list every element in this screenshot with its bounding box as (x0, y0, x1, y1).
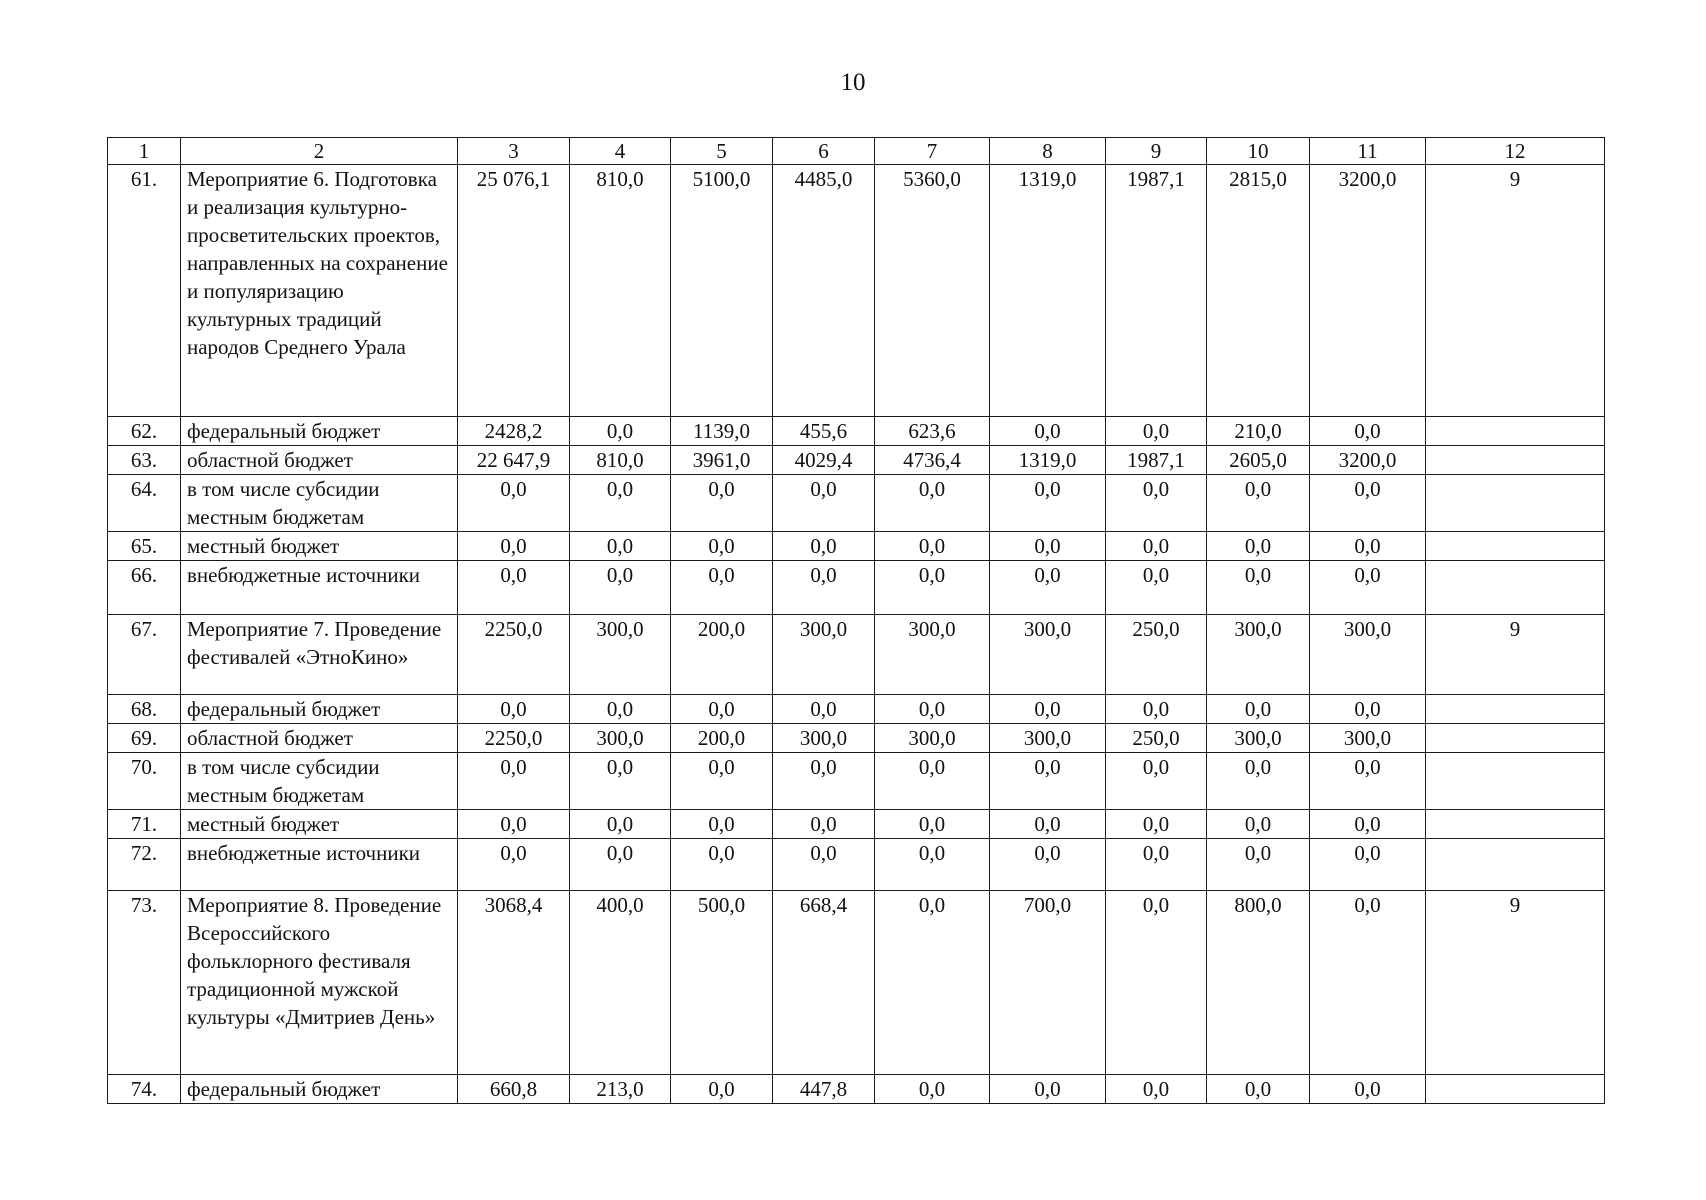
value-cell: 0,0 (773, 810, 875, 839)
value-cell: 0,0 (570, 753, 671, 810)
value-cell: 0,0 (1207, 810, 1310, 839)
value-cell: 0,0 (1106, 561, 1207, 615)
value-cell: 0,0 (1207, 695, 1310, 724)
indicator-cell: 9 (1426, 615, 1605, 695)
column-header-row (108, 138, 1605, 165)
value-cell: 0,0 (773, 561, 875, 615)
value-cell: 0,0 (875, 1075, 990, 1104)
value-cell: 0,0 (990, 695, 1106, 724)
value-cell: 800,0 (1207, 891, 1310, 1075)
row-name: Мероприятие 8. Проведение Всероссийского фольклорного фестиваля традиционной мужской культуры «Дмитриев День» (181, 891, 458, 1075)
budget-table (107, 137, 1605, 1104)
table-row (108, 446, 1605, 475)
value-cell: 250,0 (1106, 724, 1207, 753)
value-cell: 0,0 (875, 753, 990, 810)
table-row (108, 1075, 1605, 1104)
value-cell: 623,6 (875, 417, 990, 446)
value-cell: 0,0 (875, 532, 990, 561)
value-cell: 2428,2 (458, 417, 570, 446)
value-cell: 0,0 (875, 695, 990, 724)
row-number: 69. (108, 724, 181, 753)
value-cell: 668,4 (773, 891, 875, 1075)
value-cell: 0,0 (773, 475, 875, 532)
row-name: местный бюджет (181, 532, 458, 561)
row-number: 73. (108, 891, 181, 1075)
value-cell: 0,0 (1207, 839, 1310, 891)
value-cell: 300,0 (1207, 615, 1310, 695)
value-cell: 300,0 (773, 724, 875, 753)
value-cell: 700,0 (990, 891, 1106, 1075)
value-cell: 0,0 (458, 810, 570, 839)
column-header: 12 (1426, 138, 1605, 165)
value-cell: 0,0 (1106, 695, 1207, 724)
value-cell: 0,0 (990, 810, 1106, 839)
value-cell: 0,0 (458, 561, 570, 615)
row-number: 61. (108, 165, 181, 417)
value-cell: 0,0 (1310, 753, 1426, 810)
row-name: внебюджетные источники (181, 839, 458, 891)
table-row (108, 891, 1605, 1075)
value-cell: 200,0 (671, 615, 773, 695)
page-number: 10 (840, 69, 866, 96)
value-cell: 810,0 (570, 446, 671, 475)
value-cell: 210,0 (1207, 417, 1310, 446)
value-cell: 0,0 (570, 810, 671, 839)
indicator-cell (1426, 1075, 1605, 1104)
value-cell: 300,0 (570, 615, 671, 695)
value-cell: 5100,0 (671, 165, 773, 417)
row-number: 68. (108, 695, 181, 724)
value-cell: 0,0 (875, 891, 990, 1075)
value-cell: 2250,0 (458, 615, 570, 695)
value-cell: 0,0 (570, 561, 671, 615)
column-header: 4 (570, 138, 671, 165)
indicator-cell (1426, 810, 1605, 839)
table-row (108, 475, 1605, 532)
value-cell: 0,0 (671, 810, 773, 839)
value-cell: 1139,0 (671, 417, 773, 446)
value-cell: 0,0 (1310, 417, 1426, 446)
value-cell: 400,0 (570, 891, 671, 1075)
value-cell: 0,0 (458, 839, 570, 891)
value-cell: 300,0 (990, 724, 1106, 753)
value-cell: 0,0 (990, 532, 1106, 561)
indicator-cell (1426, 532, 1605, 561)
column-header: 6 (773, 138, 875, 165)
table-row (108, 810, 1605, 839)
value-cell: 0,0 (990, 561, 1106, 615)
value-cell: 300,0 (875, 724, 990, 753)
value-cell: 500,0 (671, 891, 773, 1075)
table-row (108, 165, 1605, 417)
value-cell: 0,0 (671, 839, 773, 891)
value-cell: 0,0 (1106, 532, 1207, 561)
value-cell: 2815,0 (1207, 165, 1310, 417)
value-cell: 200,0 (671, 724, 773, 753)
value-cell: 0,0 (570, 839, 671, 891)
value-cell: 0,0 (990, 475, 1106, 532)
row-number: 70. (108, 753, 181, 810)
value-cell: 0,0 (990, 839, 1106, 891)
value-cell: 0,0 (1106, 891, 1207, 1075)
column-header: 9 (1106, 138, 1207, 165)
value-cell: 0,0 (1310, 1075, 1426, 1104)
table-row (108, 561, 1605, 615)
indicator-cell (1426, 475, 1605, 532)
value-cell: 213,0 (570, 1075, 671, 1104)
indicator-cell (1426, 753, 1605, 810)
value-cell: 0,0 (1106, 839, 1207, 891)
value-cell: 0,0 (458, 753, 570, 810)
column-header: 2 (181, 138, 458, 165)
value-cell: 3200,0 (1310, 446, 1426, 475)
indicator-cell (1426, 417, 1605, 446)
value-cell: 1319,0 (990, 165, 1106, 417)
value-cell: 0,0 (773, 695, 875, 724)
value-cell: 300,0 (875, 615, 990, 695)
value-cell: 22 647,9 (458, 446, 570, 475)
value-cell: 300,0 (990, 615, 1106, 695)
table-row (108, 724, 1605, 753)
value-cell: 455,6 (773, 417, 875, 446)
row-number: 63. (108, 446, 181, 475)
value-cell: 2605,0 (1207, 446, 1310, 475)
row-number: 62. (108, 417, 181, 446)
value-cell: 0,0 (773, 839, 875, 891)
column-header: 1 (108, 138, 181, 165)
value-cell: 0,0 (570, 417, 671, 446)
row-name: в том числе субсидии местным бюджетам (181, 753, 458, 810)
row-number: 74. (108, 1075, 181, 1104)
value-cell: 300,0 (1310, 724, 1426, 753)
value-cell: 0,0 (875, 475, 990, 532)
value-cell: 250,0 (1106, 615, 1207, 695)
row-name: областной бюджет (181, 446, 458, 475)
indicator-cell: 9 (1426, 891, 1605, 1075)
column-header: 10 (1207, 138, 1310, 165)
value-cell: 0,0 (773, 532, 875, 561)
value-cell: 0,0 (1106, 417, 1207, 446)
value-cell: 3068,4 (458, 891, 570, 1075)
value-cell: 1319,0 (990, 446, 1106, 475)
column-header: 7 (875, 138, 990, 165)
value-cell: 0,0 (1207, 532, 1310, 561)
value-cell: 0,0 (671, 695, 773, 724)
value-cell: 0,0 (990, 417, 1106, 446)
value-cell: 0,0 (1310, 561, 1426, 615)
value-cell: 0,0 (1106, 1075, 1207, 1104)
value-cell: 0,0 (671, 475, 773, 532)
value-cell: 810,0 (570, 165, 671, 417)
indicator-cell (1426, 839, 1605, 891)
column-header: 8 (990, 138, 1106, 165)
value-cell: 300,0 (773, 615, 875, 695)
value-cell: 300,0 (1207, 724, 1310, 753)
value-cell: 447,8 (773, 1075, 875, 1104)
value-cell: 0,0 (1207, 475, 1310, 532)
column-header: 11 (1310, 138, 1426, 165)
indicator-cell (1426, 695, 1605, 724)
value-cell: 0,0 (1310, 891, 1426, 1075)
row-number: 66. (108, 561, 181, 615)
value-cell: 0,0 (773, 753, 875, 810)
value-cell: 0,0 (458, 695, 570, 724)
value-cell: 0,0 (1310, 839, 1426, 891)
row-name: местный бюджет (181, 810, 458, 839)
value-cell: 0,0 (1207, 1075, 1310, 1104)
value-cell: 0,0 (990, 1075, 1106, 1104)
value-cell: 0,0 (570, 532, 671, 561)
value-cell: 0,0 (1106, 475, 1207, 532)
value-cell: 0,0 (875, 561, 990, 615)
value-cell: 0,0 (671, 532, 773, 561)
value-cell: 0,0 (875, 810, 990, 839)
value-cell: 1987,1 (1106, 446, 1207, 475)
table-row (108, 695, 1605, 724)
indicator-cell (1426, 561, 1605, 615)
row-name: федеральный бюджет (181, 695, 458, 724)
value-cell: 0,0 (458, 532, 570, 561)
row-number: 65. (108, 532, 181, 561)
row-number: 71. (108, 810, 181, 839)
value-cell: 25 076,1 (458, 165, 570, 417)
value-cell: 300,0 (1310, 615, 1426, 695)
indicator-cell (1426, 724, 1605, 753)
indicator-cell: 9 (1426, 165, 1605, 417)
value-cell: 660,8 (458, 1075, 570, 1104)
value-cell: 0,0 (1207, 753, 1310, 810)
value-cell: 0,0 (570, 475, 671, 532)
value-cell: 0,0 (1106, 810, 1207, 839)
value-cell: 0,0 (671, 753, 773, 810)
value-cell: 4736,4 (875, 446, 990, 475)
row-name: в том числе субсидии местным бюджетам (181, 475, 458, 532)
value-cell: 2250,0 (458, 724, 570, 753)
value-cell: 0,0 (1207, 561, 1310, 615)
value-cell: 4485,0 (773, 165, 875, 417)
column-header: 5 (671, 138, 773, 165)
value-cell: 0,0 (1310, 695, 1426, 724)
value-cell: 0,0 (1106, 753, 1207, 810)
table-row (108, 753, 1605, 810)
row-name: Мероприятие 6. Подготовка и реализация культурно-просветительских проектов, направленных на сохранение и популяризацию культурных традиций народов Среднего Урала (181, 165, 458, 417)
value-cell: 3961,0 (671, 446, 773, 475)
column-header: 3 (458, 138, 570, 165)
value-cell: 0,0 (671, 1075, 773, 1104)
indicator-cell (1426, 446, 1605, 475)
row-number: 67. (108, 615, 181, 695)
value-cell: 0,0 (990, 753, 1106, 810)
value-cell: 4029,4 (773, 446, 875, 475)
table-row (108, 532, 1605, 561)
value-cell: 0,0 (671, 561, 773, 615)
value-cell: 3200,0 (1310, 165, 1426, 417)
row-name: федеральный бюджет (181, 1075, 458, 1104)
value-cell: 0,0 (458, 475, 570, 532)
value-cell: 5360,0 (875, 165, 990, 417)
row-number: 64. (108, 475, 181, 532)
value-cell: 0,0 (1310, 475, 1426, 532)
table-row (108, 839, 1605, 891)
table-row (108, 417, 1605, 446)
row-name: областной бюджет (181, 724, 458, 753)
value-cell: 300,0 (570, 724, 671, 753)
row-name: Мероприятие 7. Проведение фестивалей «ЭтноКино» (181, 615, 458, 695)
row-name: федеральный бюджет (181, 417, 458, 446)
value-cell: 0,0 (1310, 810, 1426, 839)
value-cell: 1987,1 (1106, 165, 1207, 417)
value-cell: 0,0 (1310, 532, 1426, 561)
value-cell: 0,0 (570, 695, 671, 724)
row-name: внебюджетные источники (181, 561, 458, 615)
row-number: 72. (108, 839, 181, 891)
value-cell: 0,0 (875, 839, 990, 891)
table-row (108, 615, 1605, 695)
